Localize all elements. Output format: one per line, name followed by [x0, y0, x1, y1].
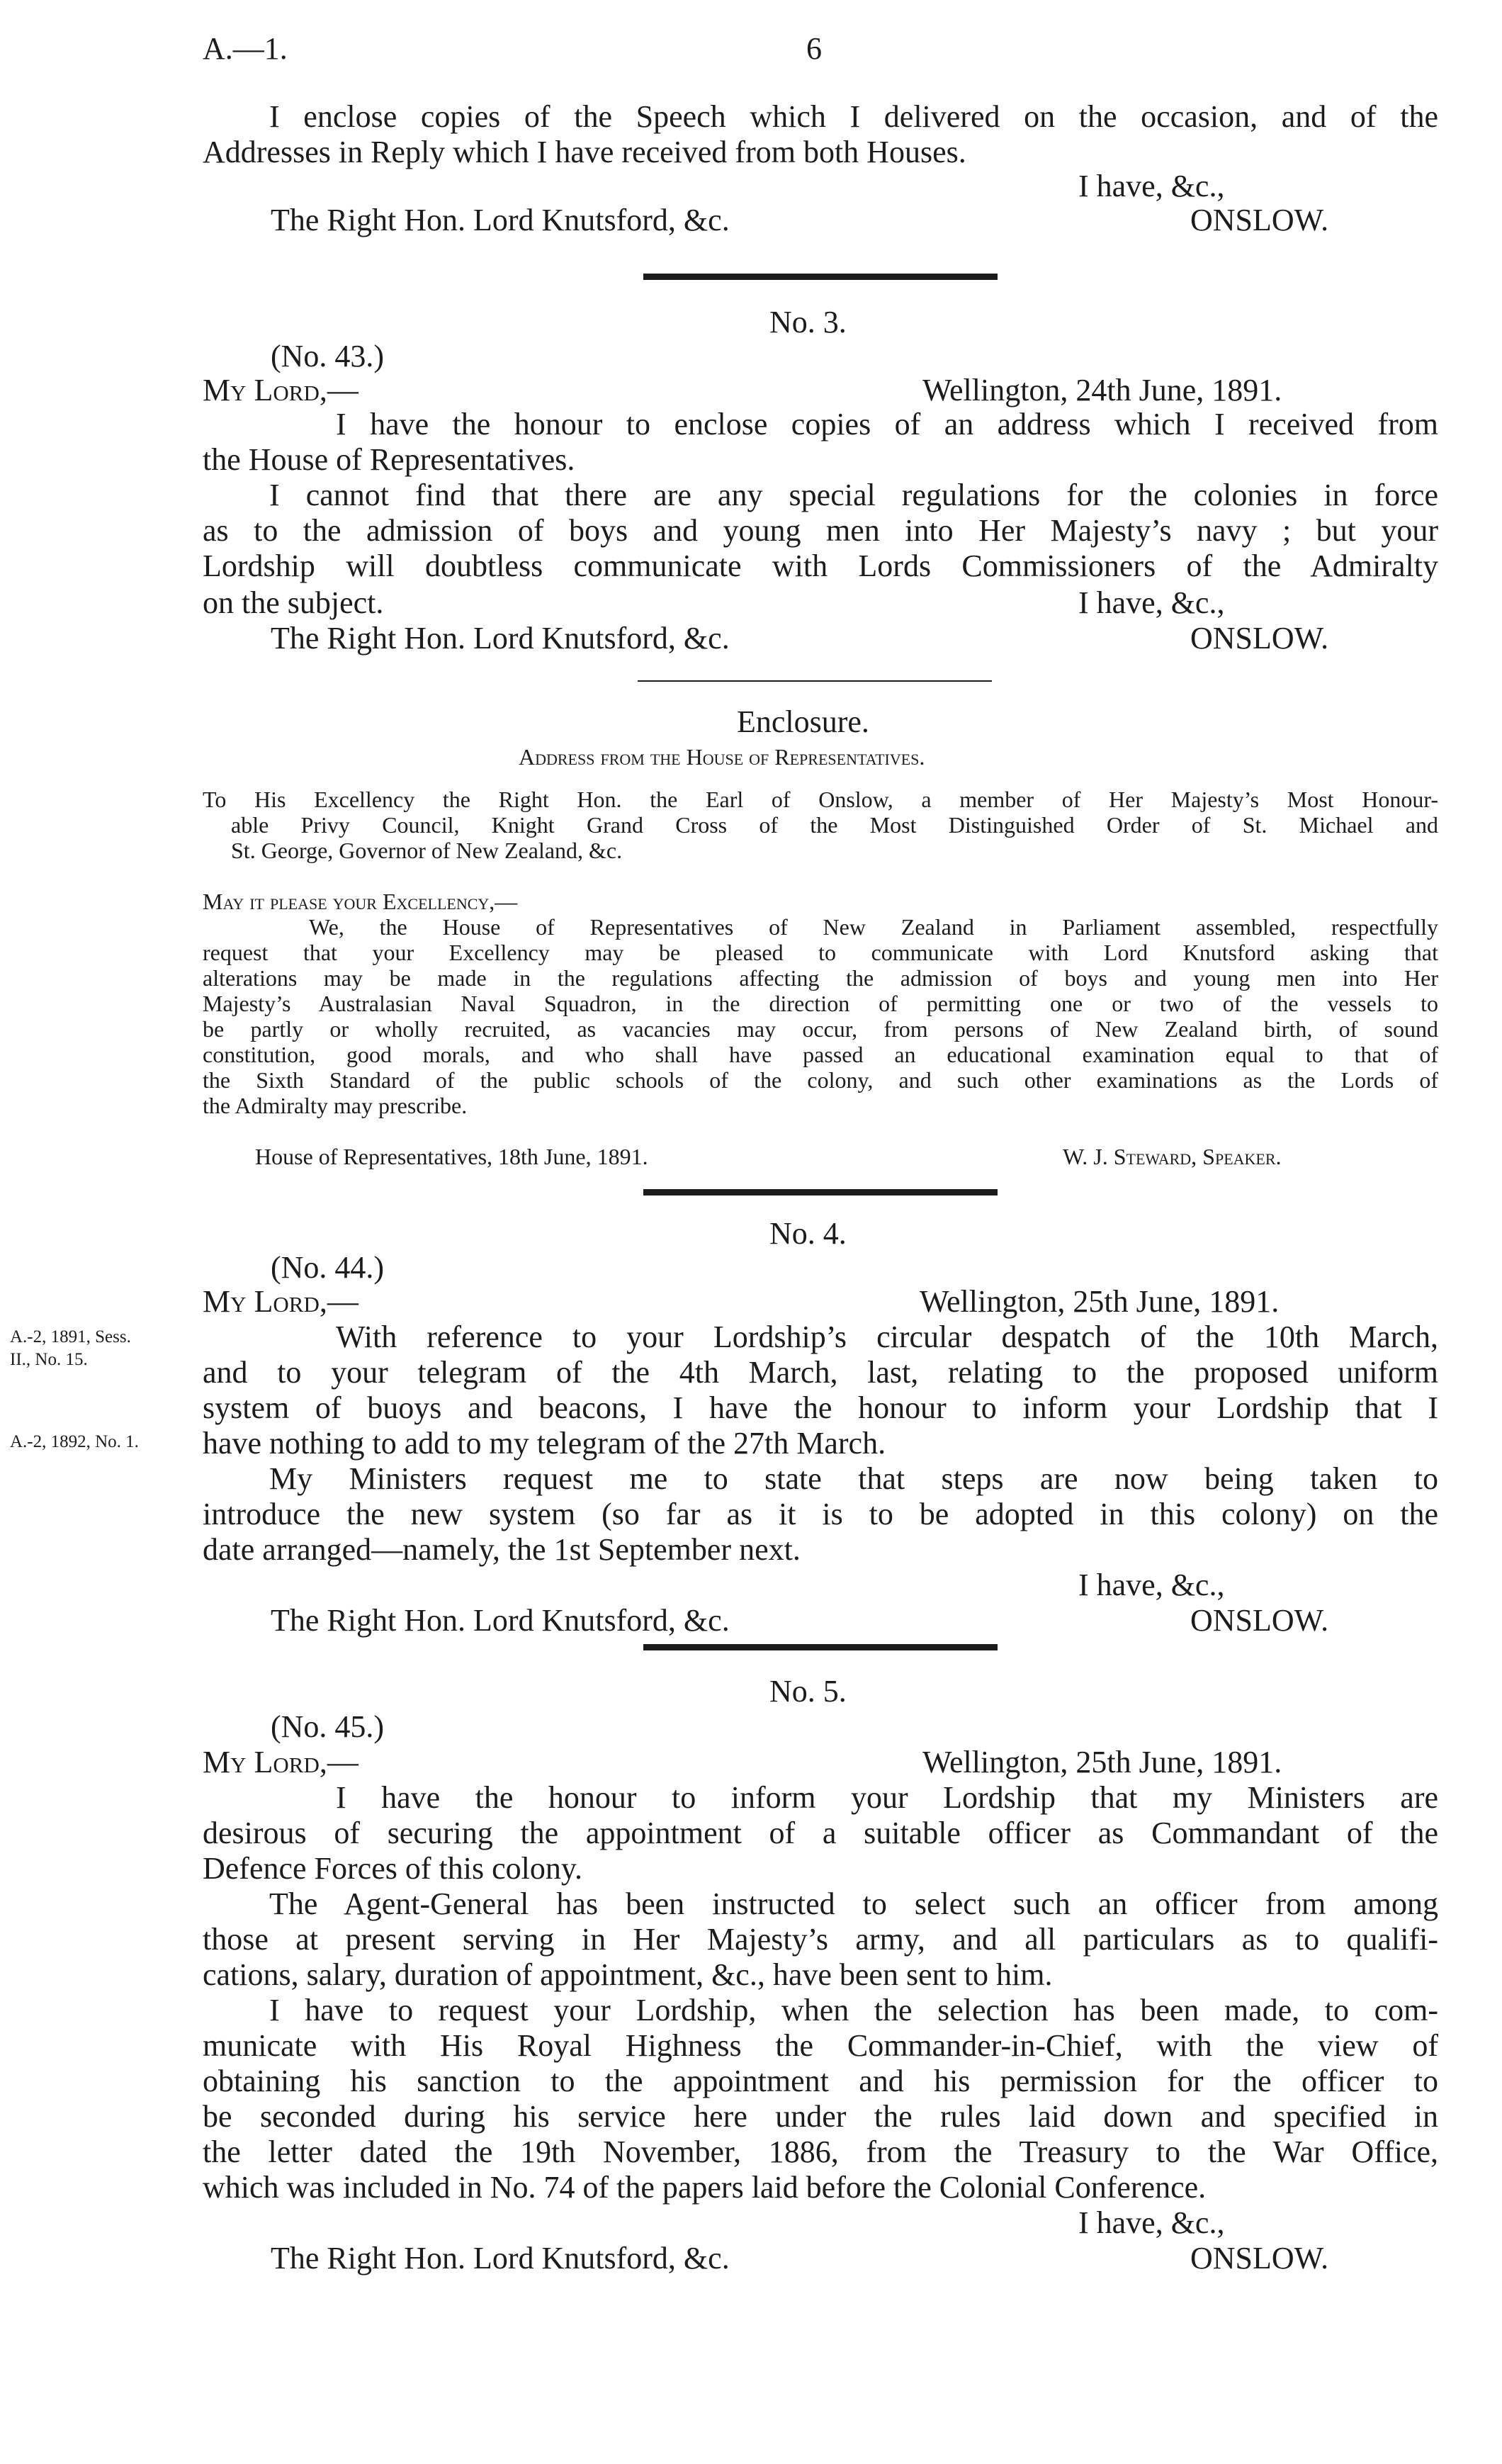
no4-reference: (No. 44.) [271, 1250, 385, 1285]
no4-signature: ONSLOW. [1190, 1603, 1329, 1638]
enclosure-body [203, 914, 1438, 1118]
text-line: I have the honour to inform your Lordship that my Ministers are [336, 1780, 1438, 1815]
no5-place-date: Wellington, 25th June, 1891. [922, 1745, 1282, 1779]
enclosure-address-to [203, 787, 1438, 863]
text-line: Majesty’s Australasian Naval Squadron, in the direction of permitting one or two of the vessels to [203, 991, 1438, 1016]
no4-paragraph-2 [203, 1461, 1438, 1568]
section-divider [643, 274, 998, 280]
text-line: The Agent-General has been instructed to select such an officer from among [269, 1886, 1438, 1921]
text-line: date arranged—namely, the 1st September next. [203, 1532, 801, 1567]
text-line: We, the House of Representatives of New Zealand in Parliament assembled, respectfully [309, 914, 1438, 940]
no2-addressee: The Right Hon. Lord Knutsford, &c. [271, 203, 730, 237]
text-line: system of buoys and beacons, I have the honour to inform your Lordship that I [203, 1390, 1438, 1425]
section-divider [643, 1189, 998, 1196]
no4-paragraph-1 [203, 1320, 1438, 1461]
text-line: be seconded during his service here under the rules laid down and specified in [203, 2099, 1438, 2134]
no3-paragraph-2-end: on the subject. [203, 585, 384, 620]
enclosure-heading: Enclosure. [737, 704, 869, 739]
no5-signature: ONSLOW. [1190, 2241, 1329, 2275]
no3-signature: ONSLOW. [1190, 621, 1329, 656]
no5-heading: No. 5. [769, 1674, 847, 1709]
no4-place-date: Wellington, 25th June, 1891. [920, 1284, 1280, 1319]
text-line: alterations may be made in the regulations affecting the admission of boys and young men into Her [203, 965, 1438, 991]
no3-paragraph-1 [203, 407, 1438, 478]
page-number: 6 [806, 31, 822, 66]
text-line: I enclose copies of the Speech which I delivered on the occasion, and of the [269, 99, 1438, 134]
no5-paragraph-2 [203, 1886, 1438, 1993]
text-line: the Admiralty may prescribe. [203, 1093, 468, 1118]
text-line: Defence Forces of this colony. [203, 1851, 582, 1886]
text-line: obtaining his sanction to the appointment and his permission for the officer to [203, 2064, 1438, 2098]
margin-note: A.-2, 1891, Sess. [10, 1327, 131, 1346]
text-line: able Privy Council, Knight Grand Cross of the Most Distinguished Order of St. Michael and [231, 812, 1438, 838]
no5-closing: I have, &c., [1078, 2205, 1225, 2240]
text-line: have nothing to add to my telegram of the 27th March. [203, 1426, 886, 1461]
enclosure-salutation: May it please your Excellency,— [203, 889, 518, 914]
text-line: the House of Representatives. [203, 442, 575, 477]
section-divider [643, 1644, 998, 1650]
enclosure-subheading: Address from the House of Representatives. [519, 744, 925, 770]
no2-body [203, 99, 1438, 170]
margin-note: A.-2, 1892, No. 1. [10, 1432, 139, 1451]
text-line: I have the honour to enclose copies of an address which I received from [336, 407, 1438, 441]
enclosure-signature: W. J. Steward, Speaker. [1063, 1144, 1282, 1169]
no4-salutation: My Lord,— [203, 1284, 358, 1319]
margin-note: II., No. 15. [10, 1350, 88, 1369]
no3-reference: (No. 43.) [271, 339, 385, 373]
text-line: To His Excellency the Right Hon. the Earl of Onslow, a member of Her Majesty’s Most Honour- [203, 787, 1438, 812]
text-line: request that your Excellency may be pleased to communicate with Lord Knutsford asking that [203, 940, 1438, 965]
text-line: I cannot find that there are any special regulations for the colonies in force [269, 478, 1438, 512]
no3-addressee: The Right Hon. Lord Knutsford, &c. [271, 621, 730, 656]
no5-addressee: The Right Hon. Lord Knutsford, &c. [271, 2241, 730, 2275]
no4-closing: I have, &c., [1078, 1568, 1225, 1602]
no2-closing: I have, &c., [1078, 169, 1225, 203]
no5-paragraph-3 [203, 1993, 1438, 2205]
enclosure-divider [638, 680, 992, 682]
text-line: municate with His Royal Highness the Commander-in-Chief, with the view of [203, 2028, 1438, 2063]
text-line: be partly or wholly recruited, as vacancies may occur, from persons of New Zealand birth, of sound [203, 1016, 1438, 1042]
text-line: Lordship will doubtless communicate with Lords Commissioners of the Admiralty [203, 549, 1438, 583]
text-line: constitution, good morals, and who shall have passed an educational examination equal to that of [203, 1042, 1438, 1067]
enclosure-place-date: House of Representatives, 18th June, 1891. [255, 1144, 648, 1169]
text-line: desirous of securing the appointment of a suitable officer as Commandant of the [203, 1816, 1438, 1850]
text-line: I have to request your Lordship, when the selection has been made, to com- [269, 1993, 1438, 2027]
no3-salutation: My Lord,— [203, 373, 358, 407]
no3-heading: No. 3. [769, 305, 847, 339]
text-line: cations, salary, duration of appointment, &c., have been sent to him. [203, 1957, 1053, 1992]
no4-addressee: The Right Hon. Lord Knutsford, &c. [271, 1603, 730, 1638]
no3-paragraph-2 [203, 478, 1438, 584]
no4-heading: No. 4. [769, 1216, 847, 1251]
text-line: introduce the new system (so far as it is to be adopted in this colony) on the [203, 1497, 1438, 1531]
no2-signature: ONSLOW. [1190, 203, 1329, 237]
text-line: Addresses in Reply which I have received from both Houses. [203, 135, 966, 169]
text-line: and to your telegram of the 4th March, last, relating to the proposed uniform [203, 1355, 1438, 1390]
text-line: the letter dated the 19th November, 1886, from the Treasury to the War Office, [203, 2134, 1438, 2169]
text-line: the Sixth Standard of the public schools of the colony, and such other examinations as the Lords of [203, 1067, 1438, 1093]
text-line: those at present serving in Her Majesty’s army, and all particulars as to qualifi- [203, 1922, 1438, 1957]
text-line: which was included in No. 74 of the papers laid before the Colonial Conference. [203, 2170, 1207, 2205]
series-label: A.—1. [203, 31, 288, 66]
no3-closing: I have, &c., [1078, 585, 1225, 620]
text-line: as to the admission of boys and young men into Her Majesty’s navy ; but your [203, 513, 1438, 548]
no3-place-date: Wellington, 24th June, 1891. [922, 373, 1282, 407]
no5-paragraph-1 [203, 1780, 1438, 1886]
text-line: My Ministers request me to state that steps are now being taken to [269, 1461, 1438, 1496]
no5-reference: (No. 45.) [271, 1709, 385, 1744]
text-line: With reference to your Lordship’s circular despatch of the 10th March, [336, 1320, 1438, 1354]
no5-salutation: My Lord,— [203, 1745, 358, 1779]
text-line: St. George, Governor of New Zealand, &c. [231, 838, 623, 863]
